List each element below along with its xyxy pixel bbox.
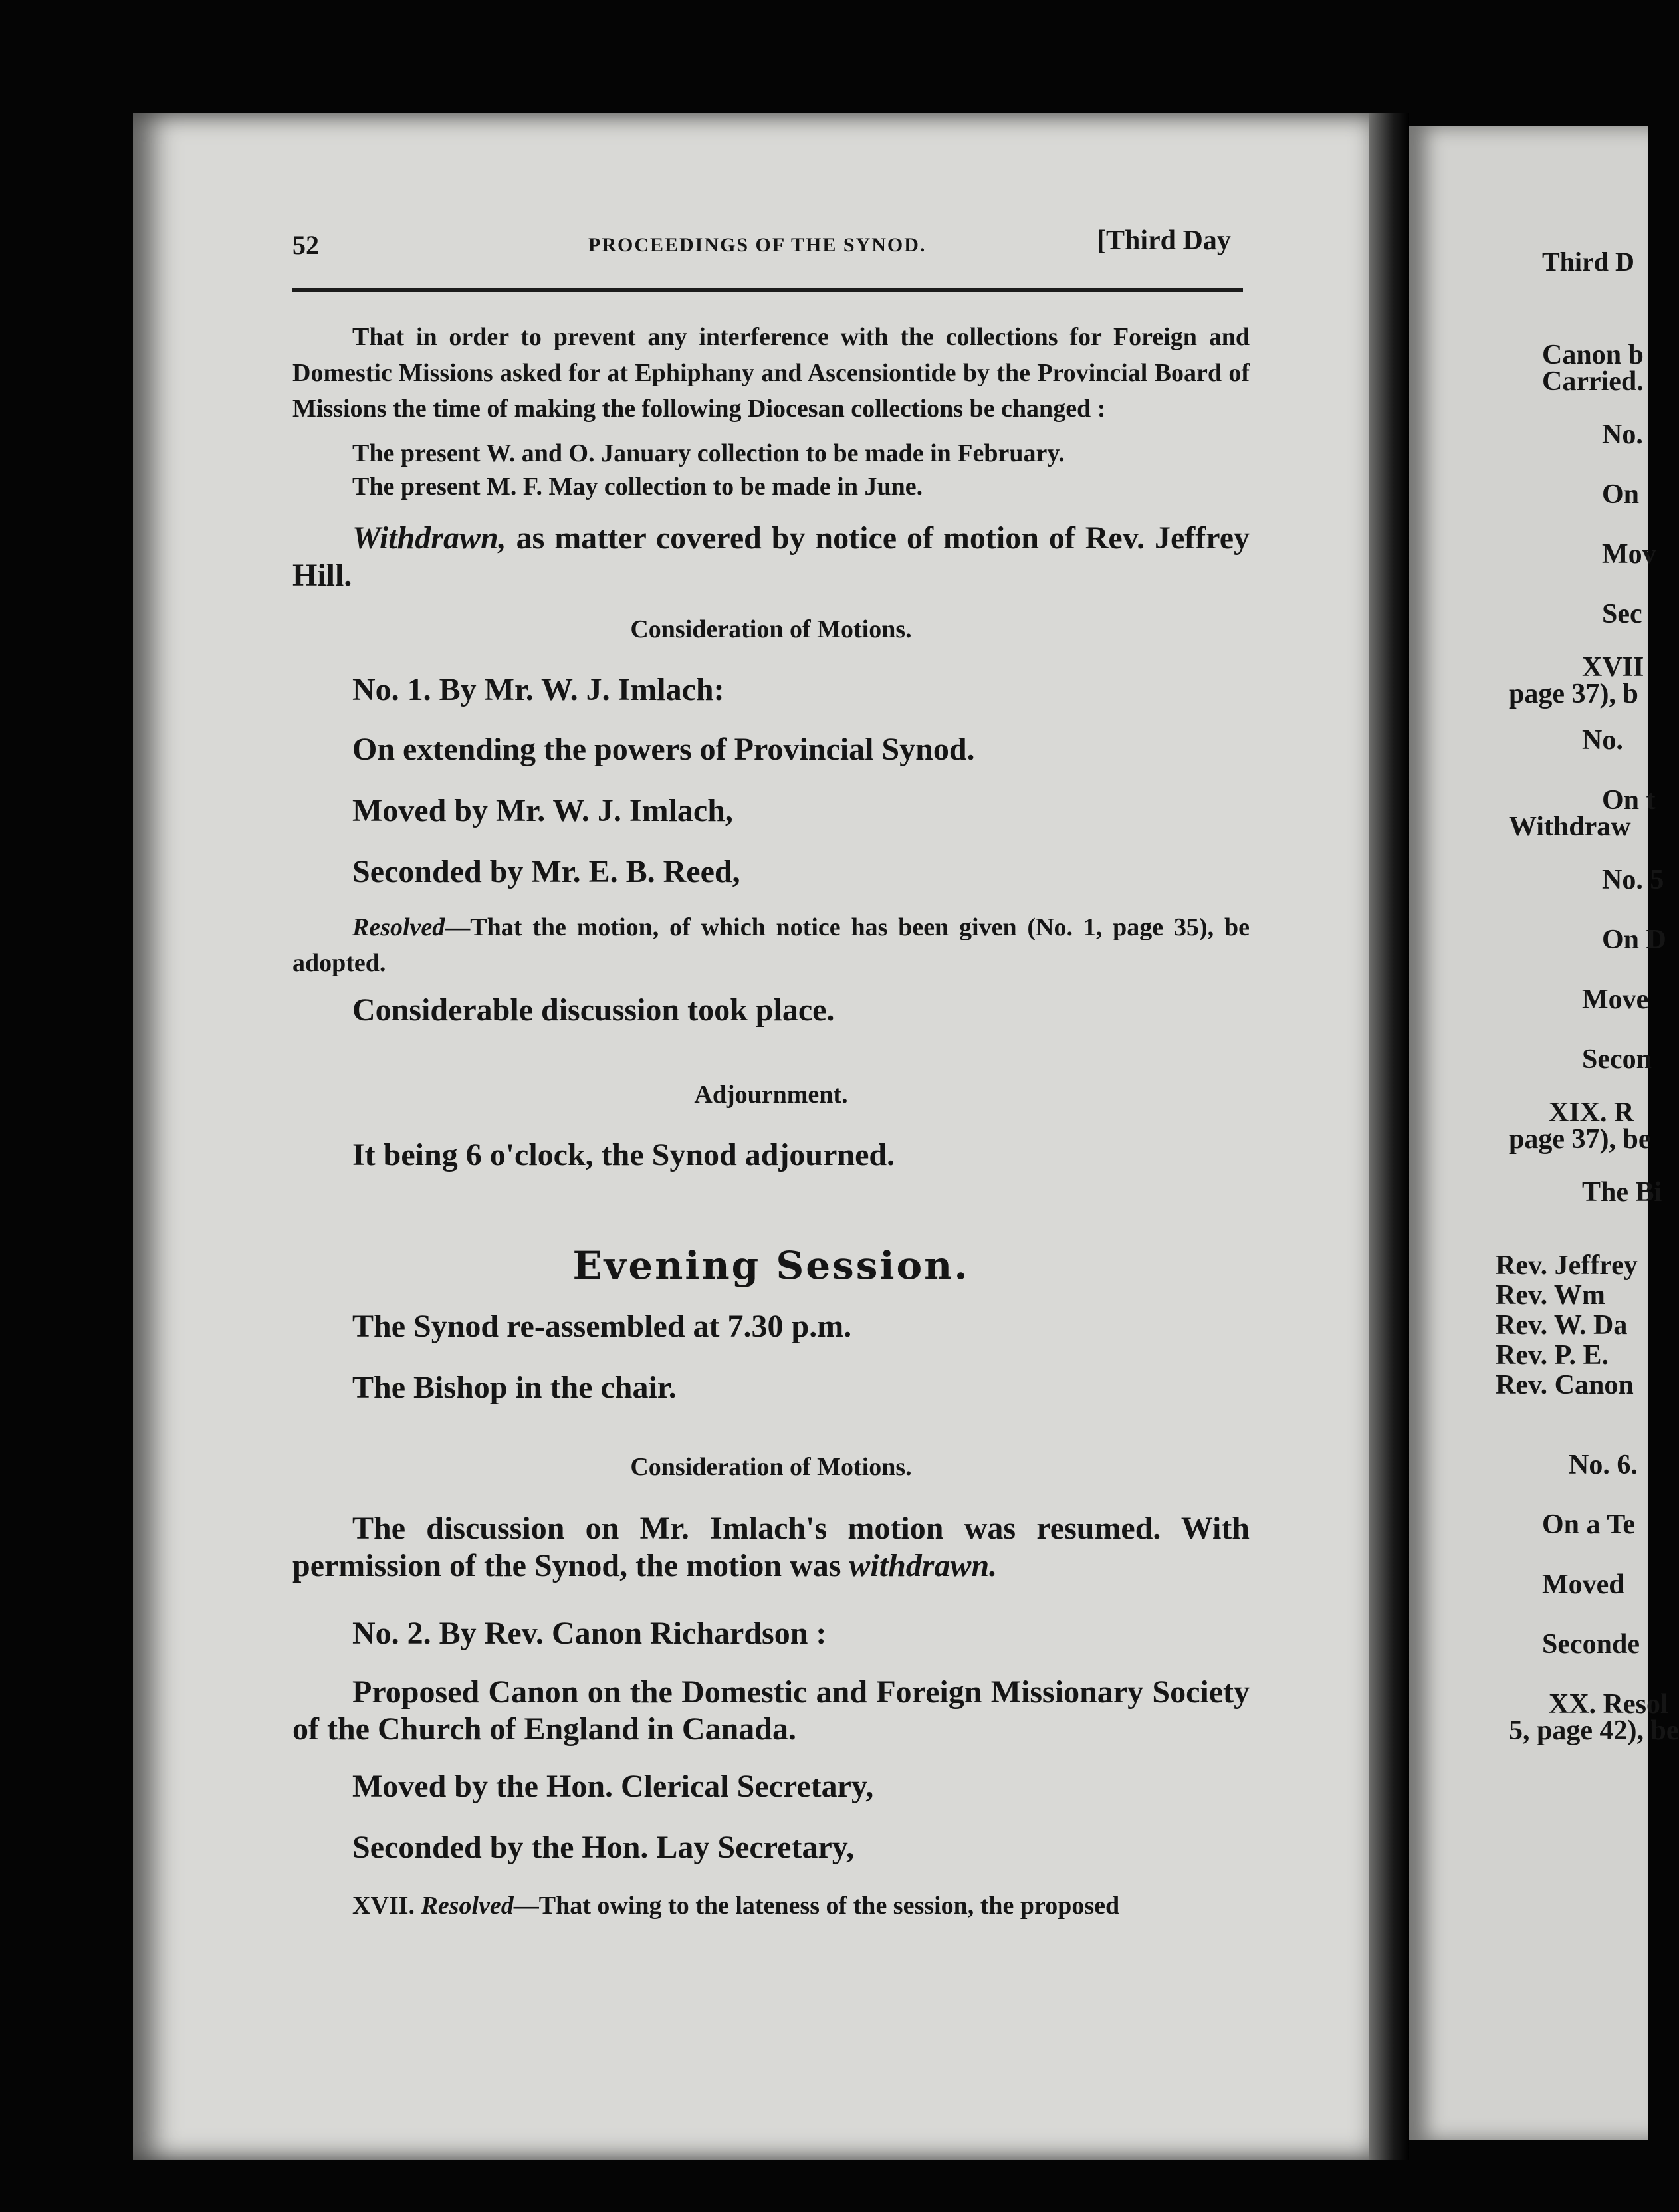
mf-collection-line: The present M. F. May collection to be made in June. [352,473,923,500]
motion-no2-title: No. 2. By Rev. Canon Richardson : [352,1616,827,1651]
heading-consideration-of-motions-2: Consideration of Motions. [630,1453,912,1481]
right-page-line: On a Te [1542,1509,1636,1540]
right-page-line: Mov [1602,539,1656,570]
bishop-chair-line: The Bishop in the chair. [352,1370,677,1405]
right-page-line: page 37), be [1509,1124,1651,1155]
right-page-line: No. [1582,725,1623,756]
book-gutter [1369,113,1409,2160]
right-page-line: No. 5 [1602,865,1664,895]
right-page-header: Third D [1542,247,1634,276]
right-page-line: Seconde [1542,1629,1640,1660]
page-number: 52 [292,230,319,260]
right-page-line: On [1602,479,1640,510]
motion-no1-title: No. 1. By Mr. W. J. Imlach: [352,672,725,707]
right-page-line: XX. Resol [1549,1689,1668,1719]
right-page-line: XVII [1582,652,1644,683]
reassembled-line: The Synod re-assembled at 7.30 p.m. [352,1309,852,1344]
interference-paragraph: That in order to prevent any interference with the collections for Foreign and Domestic Missions asked for at Ephiphany and Ascensiontide by the Provincial Board of Missions the time of making the following Diocesan collections be changed : [292,323,1250,423]
right-page-line: Moved [1542,1569,1624,1600]
discussion-line: Considerable discussion took place. [352,992,835,1028]
resumed-paragraph [292,1510,1250,1585]
day-label: [Third Day [1097,225,1231,256]
right-page-line: Canon b [1542,340,1644,370]
header-rule [292,288,1243,292]
withdrawn-paragraph [292,520,1250,594]
right-page-line: Rev. P. E. [1496,1340,1609,1371]
resolved-no1-paragraph [292,909,1250,981]
right-page-line: No. 6. [1569,1450,1638,1480]
right-page-line: page 37), b [1509,679,1638,709]
right-page-line: The Bi [1582,1177,1662,1208]
resolved-word: Resolved [352,913,445,941]
right-page-line: Sec [1602,599,1642,629]
wo-collection-line: The present W. and O. January collection to be made in February. [352,439,1065,467]
motion-no2-seconded: Seconded by the Hon. Lay Secretary, [352,1830,855,1865]
motion-no1-moved: Moved by Mr. W. J. Imlach, [352,793,733,828]
heading-consideration-of-motions: Consideration of Motions. [630,615,912,643]
right-page-line: No. [1602,419,1643,450]
withdrawn-rest: as matter covered by notice of motion of Rev. Jeffrey Hill. [292,520,1250,593]
resumed-withdrawn: withdrawn. [849,1548,998,1583]
heading-evening-session: Evening Session. [572,1243,970,1288]
right-page-line: 5, page 42), be [1509,1715,1679,1746]
xvii-paragraph [292,1888,1250,1924]
withdrawn-word: Withdrawn, [352,520,506,556]
right-page-line: Secon [1582,1044,1652,1075]
motion-no2-moved: Moved by the Hon. Clerical Secretary, [352,1769,874,1804]
right-page-line: Carried. [1542,366,1644,397]
xvii-resolved-word: Resolved [421,1892,514,1920]
right-page-line: Rev. Wm [1496,1280,1605,1311]
right-page-line: Rev. Jeffrey [1496,1250,1638,1281]
motion-no1-seconded: Seconded by Mr. E. B. Reed, [352,854,740,889]
xvii-number: XVII. [352,1892,415,1920]
right-page-line: On t [1602,785,1656,816]
right-page-line: On D [1602,925,1666,955]
right-page-line: Withdraw [1509,812,1631,842]
heading-adjournment: Adjournment. [694,1081,848,1109]
right-page-line: Rev. Canon [1496,1370,1634,1400]
xvii-text: —That owing to the lateness of the session, the proposed [513,1892,1120,1920]
resumed-text: The discussion on Mr. Imlach's motion was resumed. With permission of the Synod, the motion was [292,1511,1250,1583]
right-page-line: Move [1582,984,1649,1015]
running-title: PROCEEDINGS OF THE SYNOD. [588,234,927,256]
motion-no2-subject: Proposed Canon on the Domestic and Foreign Missionary Society of the Church of England in Canada. [292,1674,1250,1747]
adjourned-line: It being 6 o'clock, the Synod adjourned. [352,1137,895,1172]
right-page-line: XIX. R [1549,1097,1634,1128]
right-page [1409,126,1679,2140]
motion-no1-subject: On extending the powers of Provincial Synod. [352,732,975,767]
resolved-no1-text: —That the motion, of which notice has been given (No. 1, page 35), be adopted. [292,913,1250,977]
right-page-line: Rev. W. Da [1496,1310,1628,1341]
